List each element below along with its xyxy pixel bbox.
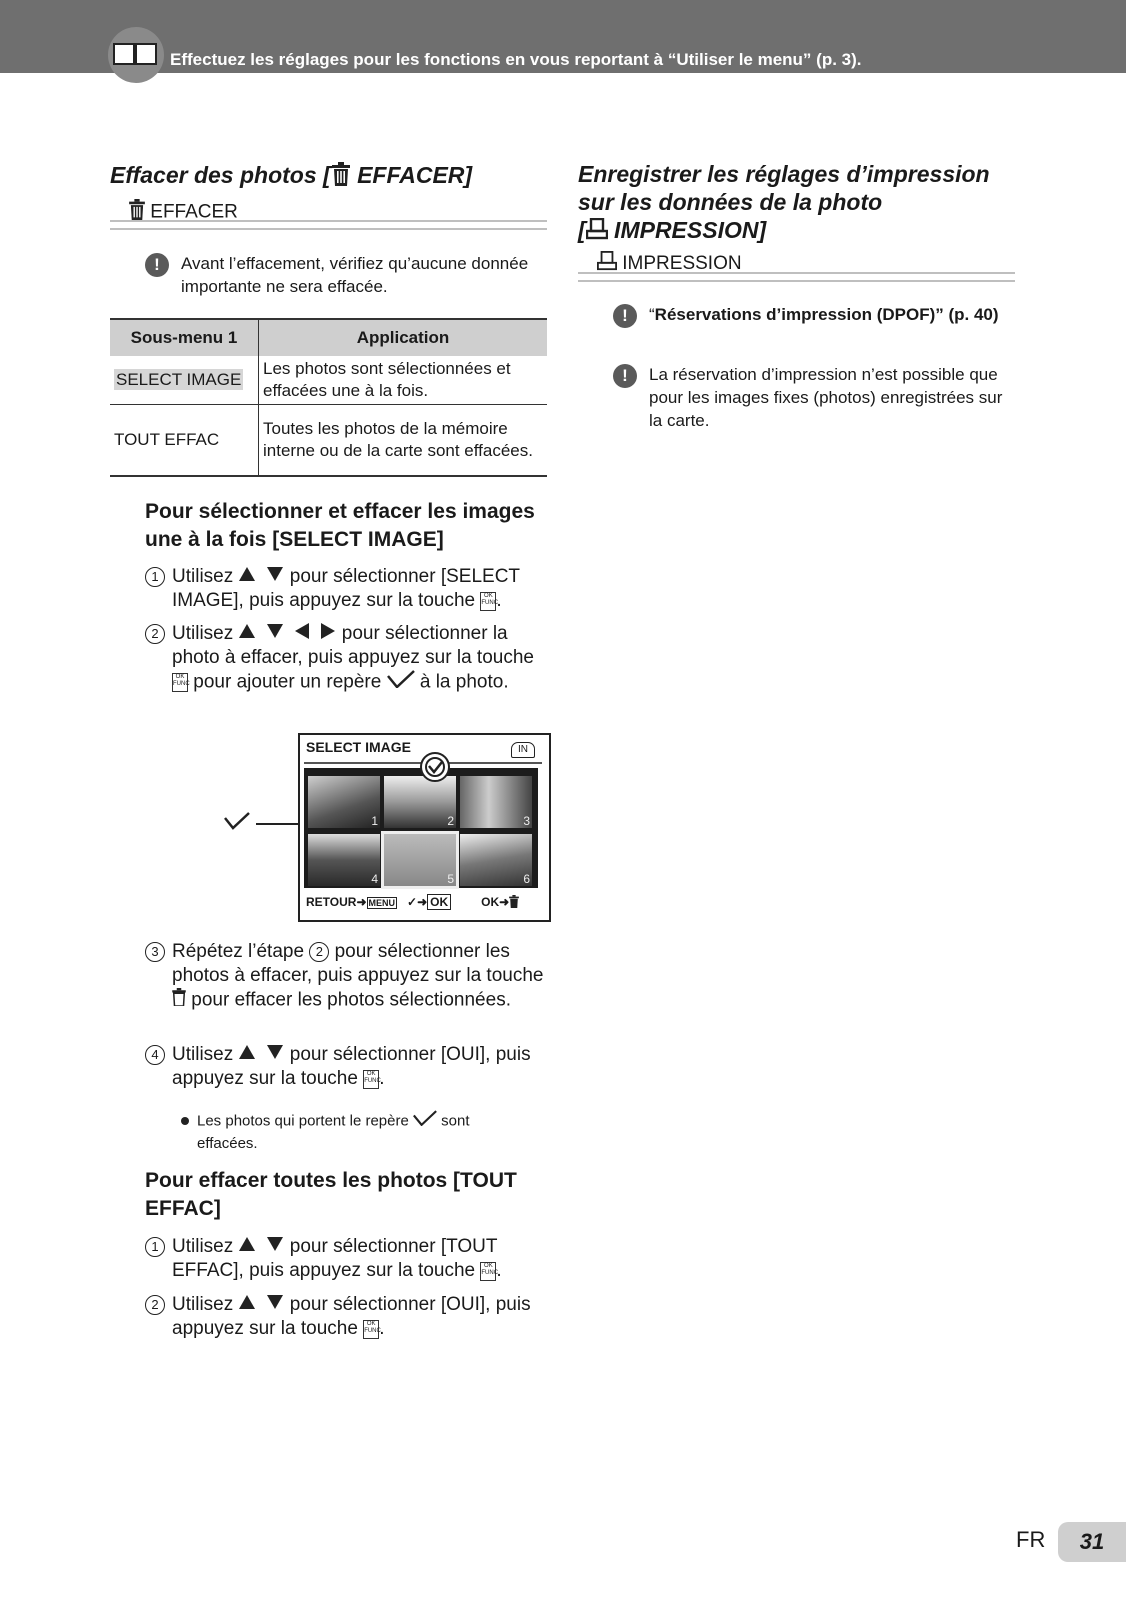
manual-book-icon <box>108 27 164 83</box>
submenu-table <box>110 318 547 477</box>
option-desc: Les photos sont sélectionnées et effacées une à la fois. <box>259 356 548 405</box>
arrow-up-down-icon <box>239 1293 285 1317</box>
delete-all-heading: Pour effacer toutes les photos [TOUT EFFAC] <box>145 1169 517 1220</box>
print-section-title: Enregistrer les réglages d’impression sur les données de la photo [ IMPRESSION] <box>578 160 1018 246</box>
header-band <box>0 0 1126 73</box>
option-desc: Toutes les photos de la mémoire interne ou de la carte sont effacées. <box>259 405 548 477</box>
step-item: 4 Utilisez pour sélectionner [OUI], puis appuyez sur la touche OK FUNC. <box>145 1043 555 1091</box>
step-number: 1 <box>145 1237 165 1257</box>
thumbnail[interactable]: 4 <box>308 834 380 886</box>
ok-func-icon: OK FUNC <box>480 1262 496 1281</box>
delete-title-text: Effacer des photos [ <box>110 162 331 188</box>
thumbnail[interactable]: 1 <box>308 776 380 828</box>
step-number: 3 <box>145 942 165 962</box>
bullet-note: Les photos qui portent le repère sont effacées. <box>181 1110 531 1155</box>
trash-icon <box>509 895 519 911</box>
step-number: 2 <box>145 1295 165 1315</box>
caution-icon: ! <box>613 304 637 328</box>
step-item: 3 Répétez l’étape 2 pour sélectionner les photos à effacer, puis appuyez sur la touche pour effacer les photos sélectionnées. <box>145 940 555 1013</box>
trash-icon <box>172 988 186 1013</box>
language-label: FR <box>1016 1527 1046 1552</box>
delete-section-title <box>110 161 472 192</box>
step-item: 1 Utilisez pour sélectionner [SELECT IMAGE], puis appuyez sur la touche OK FUNC. <box>145 565 555 613</box>
step-number: 4 <box>145 1045 165 1065</box>
thumbnail-grid <box>304 768 538 888</box>
thumbnail[interactable]: 2 <box>384 776 456 828</box>
thumbnail[interactable]: 6 <box>460 834 532 886</box>
delete-title-suffix: EFFACER] <box>350 162 473 188</box>
arrow-up-down-icon <box>239 1235 285 1259</box>
delete-menu-label: EFFACER <box>129 199 238 226</box>
checkmark-icon <box>224 812 250 835</box>
camera-screen <box>298 733 551 922</box>
thumbnail-selected[interactable]: 5 <box>384 834 456 886</box>
trash-icon <box>332 162 350 192</box>
ok-func-icon: OK FUNC <box>363 1070 379 1089</box>
arrow-four-way-icon <box>239 622 337 646</box>
step-number: 1 <box>145 567 165 587</box>
step-item: 2 Utilisez pour sélectionner [OUI], puis appuyez sur la touche OK FUNC. <box>145 1293 555 1341</box>
screen-footer: RETOUR➜ MENU ✓➜ OK OK➜ <box>306 895 519 911</box>
print-icon <box>586 218 608 246</box>
step-number: 2 <box>145 624 165 644</box>
divider <box>578 272 1015 282</box>
selected-check-mark <box>420 752 450 782</box>
arrow-up-down-icon <box>239 565 285 589</box>
ok-func-icon: OK FUNC <box>480 592 496 611</box>
internal-memory-badge: IN <box>511 742 535 758</box>
caution-icon: ! <box>613 364 637 388</box>
table-row <box>110 405 547 477</box>
caution-icon: ! <box>145 253 169 277</box>
ok-func-icon: OK FUNC <box>172 673 188 692</box>
arrow-up-down-icon <box>239 1043 285 1067</box>
checkmark-icon <box>387 670 415 695</box>
print-menu-label: IMPRESSION <box>597 251 742 277</box>
checkmark-icon <box>413 1110 437 1133</box>
step-reference: 2 <box>309 942 329 962</box>
warning-note: ! Avant l’effacement, vérifiez qu’aucune donnée importante ne sera effacée. <box>145 252 545 298</box>
ok-func-icon: OK FUNC <box>363 1320 379 1339</box>
select-image-heading: Pour sélectionner et effacer les images une à la fois [SELECT IMAGE] <box>145 500 535 551</box>
option-name: SELECT IMAGE <box>116 370 242 389</box>
step-item: 2 Utilisez pour sélectionner la photo à effacer, puis appuyez sur la touche OK FUNC pour ajouter un repère à la photo. <box>145 622 555 695</box>
option-name: TOUT EFFAC <box>110 405 259 477</box>
step-item: 1 Utilisez pour sélectionner [TOUT EFFAC], puis appuyez sur la touche OK FUNC. <box>145 1235 555 1283</box>
warning-note: ! La réservation d’impression n’est possible que pour les images fixes (photos) enregistrées sur la carte. <box>613 363 1013 432</box>
divider <box>110 220 547 230</box>
header-instruction: Effectuez les réglages pour les fonctions en vous reportant à “Utiliser le menu” (p. 3). <box>170 50 862 69</box>
table-header: Sous-menu 1 <box>110 319 259 356</box>
table-row <box>110 356 547 405</box>
reference-note: ! “Réservations d’impression (DPOF)” (p. 40) <box>613 303 1013 326</box>
page-number: 31 <box>1058 1522 1126 1562</box>
screen-title: SELECT IMAGE <box>306 739 412 755</box>
table-header: Application <box>259 319 548 356</box>
thumbnail[interactable]: 3 <box>460 776 532 828</box>
